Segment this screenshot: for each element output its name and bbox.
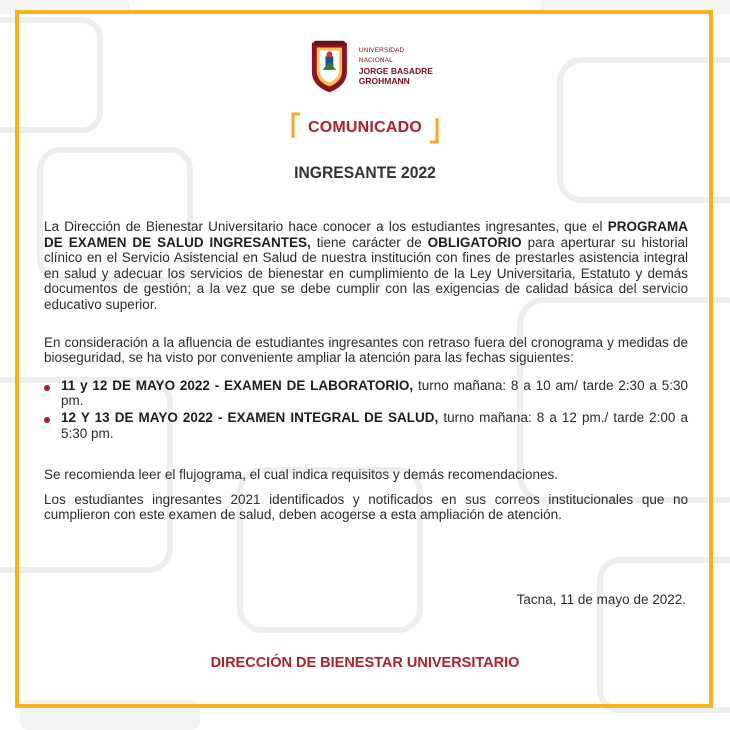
paragraph-extension: En consideración a la afluencia de estudiantes ingresantes con retraso fuera del cronograma y medidas de bioseguridad, se ha visto por conveniente ampliar la atención para las fechas siguientes: (44, 334, 688, 366)
intro-text-3: para aperturar su historial clínico en el Servicio Asistencial en Salud de nuestra institución con fines de prestarles asistencia integral en salud y adecuar los servicios de bienestar en cumplimiento de la Ley Universitaria, Estatuto y demás documentos de gestión; a la vez que se debe cumplir con las exigencias de calidad básica del servicio educativo superior. (44, 234, 689, 312)
page-subtitle: INGRESANTE 2022 (294, 163, 436, 182)
schedule-list (44, 378, 688, 441)
signature-office: DIRECCIÓN DE BIENESTAR UNIVERSITARIO (210, 655, 520, 671)
announcement-body (44, 219, 688, 523)
schedule-hours: turno mañana: 8 a 12 pm./ tarde 2:00 a 5:30 pm. (61, 409, 688, 441)
schedule-title: 11 y 12 DE MAYO 2022 - EXAMEN DE LABORATORIO, (61, 377, 414, 393)
program-name: PROGRAMA DE EXAMEN DE SALUD INGRESANTES, (44, 219, 688, 250)
paragraph-note: Los estudiantes ingresantes 2021 identificados y notificados en sus correos institucionales que no cumplieron con este examen de salud, deben acogerse a esta ampliación de atención. (44, 491, 688, 523)
mandatory-label: OBLIGATORIO (427, 234, 522, 250)
intro-text-2: tiene carácter de (310, 234, 428, 250)
bullet-icon (44, 385, 50, 391)
bullet-icon (44, 417, 50, 423)
document-date: Tacna, 11 de mayo de 2022. (516, 592, 686, 607)
list-item (44, 410, 688, 441)
badge-label: COMUNICADO (308, 119, 422, 136)
list-item (44, 378, 688, 409)
intro-text-1: La Dirección de Bienestar Universitario hace conocer a los estudiantes ingresantes, que el (44, 219, 608, 234)
university-crest-icon (308, 38, 351, 94)
institution-name-line3: GROHMANN (358, 76, 410, 86)
university-logo (308, 38, 438, 94)
paragraph-recommendation: Se recomienda leer el flujograma, el cual indica requisitos y demás recomendaciones. (44, 467, 559, 483)
comunicado-badge (290, 112, 440, 144)
schedule-title: 12 Y 13 DE MAYO 2022 - EXAMEN INTEGRAL DE SALUD, (61, 409, 439, 425)
paragraph-intro (44, 219, 688, 313)
institution-name-line1: UNIVERSIDAD NACIONAL (358, 47, 405, 64)
schedule-hours: turno mañana: 8 a 10 am/ tarde 2:30 a 5:30 pm. (61, 377, 688, 409)
institution-name-line2: JORGE BASADRE (358, 66, 433, 76)
